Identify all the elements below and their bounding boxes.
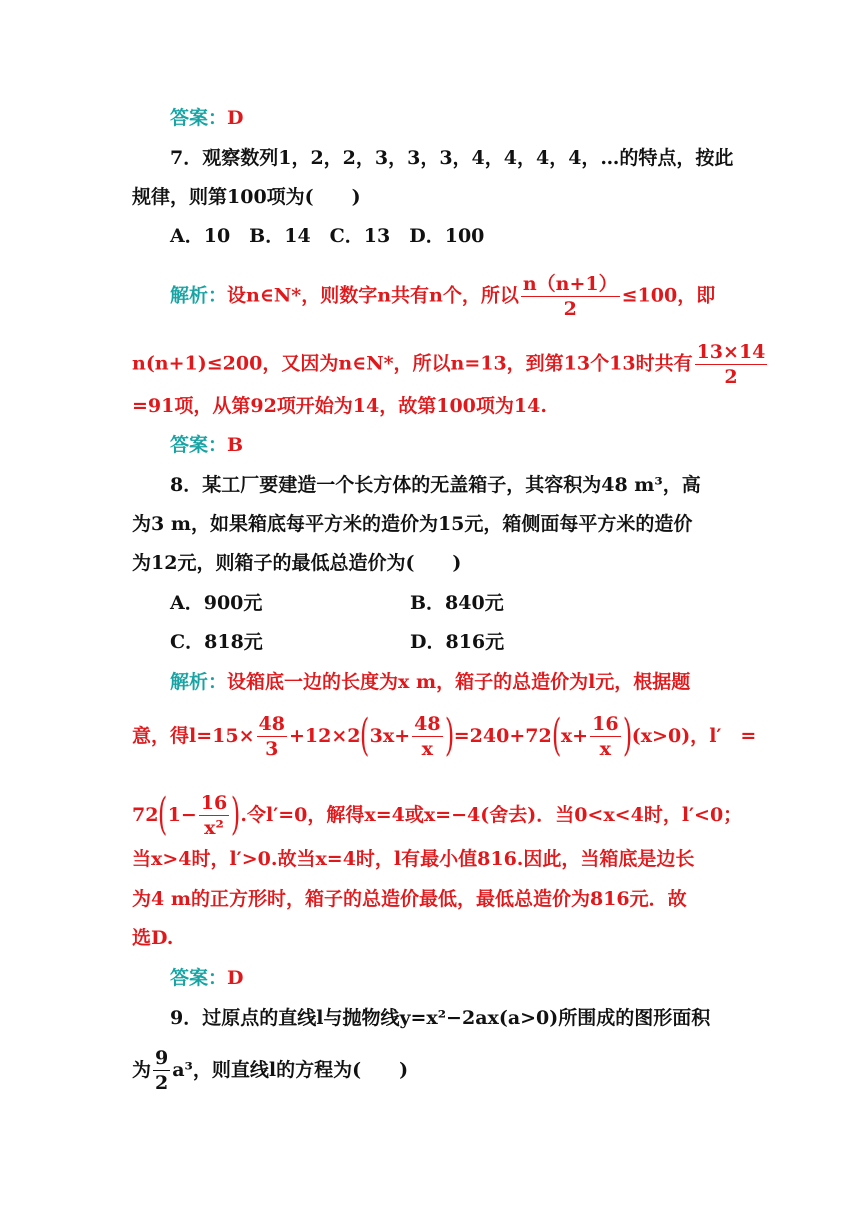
analysis-label: 解析：: [170, 671, 228, 693]
fraction: $\frac{9}{2}$: [155, 1046, 169, 1094]
fraction: $\frac{n(n+1)}{2}$: [522, 273, 618, 320]
q7-stem-line2: 规律，则第100项为( ): [132, 186, 361, 208]
q6-answer: [170, 104, 770, 132]
analysis-label: 解析：: [170, 284, 228, 307]
q8-analysis-line2: 意，得l=15× $\frac{48}{3}$ +12×2 ( 3x+ $\frac{48}{x}$ ) =240+72 ( x+ $\frac{16}{x}$ ) (x>0)， l′ =: [132, 710, 757, 761]
q7-analysis-line1: [170, 272, 770, 321]
q8-analysis-line1: [170, 668, 770, 696]
option-a: A．900元: [170, 592, 263, 614]
answer-label: 答案：: [170, 967, 228, 989]
analysis-text: 设n∈N*，则数字n共有n个，所以: [227, 284, 519, 307]
analysis-text: 72: [132, 804, 159, 826]
answer-value: B: [227, 434, 244, 456]
answer-value: D: [227, 107, 244, 129]
q8-options-row1: [170, 589, 770, 617]
option-b: B．840元: [410, 592, 504, 614]
q9-stem-line1: 9．过原点的直线l与抛物线y=x²−2ax(a>0)所围成的图形面积: [170, 1007, 711, 1029]
fraction: $\frac{16}{\text{x²}}$: [200, 791, 228, 839]
analysis-text: 意，得l=15×: [132, 725, 255, 747]
answer-label: 答案：: [170, 107, 228, 129]
analysis-text: +12×2: [288, 725, 361, 747]
fraction: $\frac{48}{3}$: [258, 712, 285, 760]
q7-stem-line1: 7．观察数列1，2，2，3，3，3，4，4，4，4，…的特点，按此: [170, 147, 734, 169]
answer-label: 答案：: [170, 434, 228, 456]
analysis-text: n(n+1)≤200，又因为n∈N*，所以n=13，到第13个13时共有: [132, 352, 693, 375]
stem-text: a³，则直线l的方程为( ): [172, 1059, 409, 1081]
q8-analysis-line6: 选D.: [132, 927, 174, 949]
option-d: D．816元: [410, 631, 505, 653]
q7-analysis-line3: =91项，从第92项开始为14，故第100项为14.: [132, 395, 547, 417]
q8-options-row2: [170, 628, 770, 656]
q8-stem-line1: 8．某工厂要建造一个长方体的无盖箱子，其容积为48 m³，高: [170, 474, 701, 496]
q7-analysis-line2: [132, 340, 766, 389]
analysis-text: .令l′=0，解得x=4或x=−4(舍去)．当0<x<4时，l′<0；: [240, 804, 743, 826]
answer-value: D: [227, 967, 244, 989]
q8-stem-line3: 为12元，则箱子的最低总造价为( ): [132, 552, 462, 574]
q8-answer: [170, 964, 770, 992]
option-c: C．818元: [170, 631, 263, 653]
analysis-text: ≤100，即: [621, 284, 716, 307]
q8-analysis-line4: 当x>4时，l′>0.故当x=4时，l有最小值816.因此，当箱底是边长: [132, 848, 695, 870]
fraction: $\frac{48}{x}$: [414, 712, 441, 760]
q8-analysis-line3: 72 ( 1− $\frac{16}{\text{x²}}$ ) .令l′=0，解得x=4或x=−4(舍去)．当0<x<4时，l′<0；: [132, 789, 743, 840]
analysis-text: 3x+: [369, 725, 411, 747]
q7-answer: [170, 431, 770, 459]
fraction: $\frac{13\times 14}{2}$: [696, 341, 766, 388]
analysis-text: x+: [560, 725, 589, 747]
q8-analysis-line5: 为4 m的正方形时，箱子的总造价最低，最低总造价为816元．故: [132, 888, 687, 910]
analysis-text: 1−: [167, 804, 197, 826]
analysis-text: =240+72: [453, 725, 552, 747]
q8-stem-line2: 为3 m，如果箱底每平方米的造价为15元，箱侧面每平方米的造价: [132, 513, 693, 535]
analysis-text: l′ =: [709, 725, 757, 747]
q7-options: A．10 B．14 C．13 D．100: [170, 225, 485, 247]
stem-text: 为: [132, 1059, 152, 1081]
analysis-text: (x>0)，: [631, 725, 710, 747]
fraction: $\frac{16}{x}$: [592, 712, 619, 760]
analysis-text: 设箱底一边的长度为x m，箱子的总造价为l元，根据题: [227, 671, 691, 693]
q9-stem-line2: [132, 1042, 732, 1098]
